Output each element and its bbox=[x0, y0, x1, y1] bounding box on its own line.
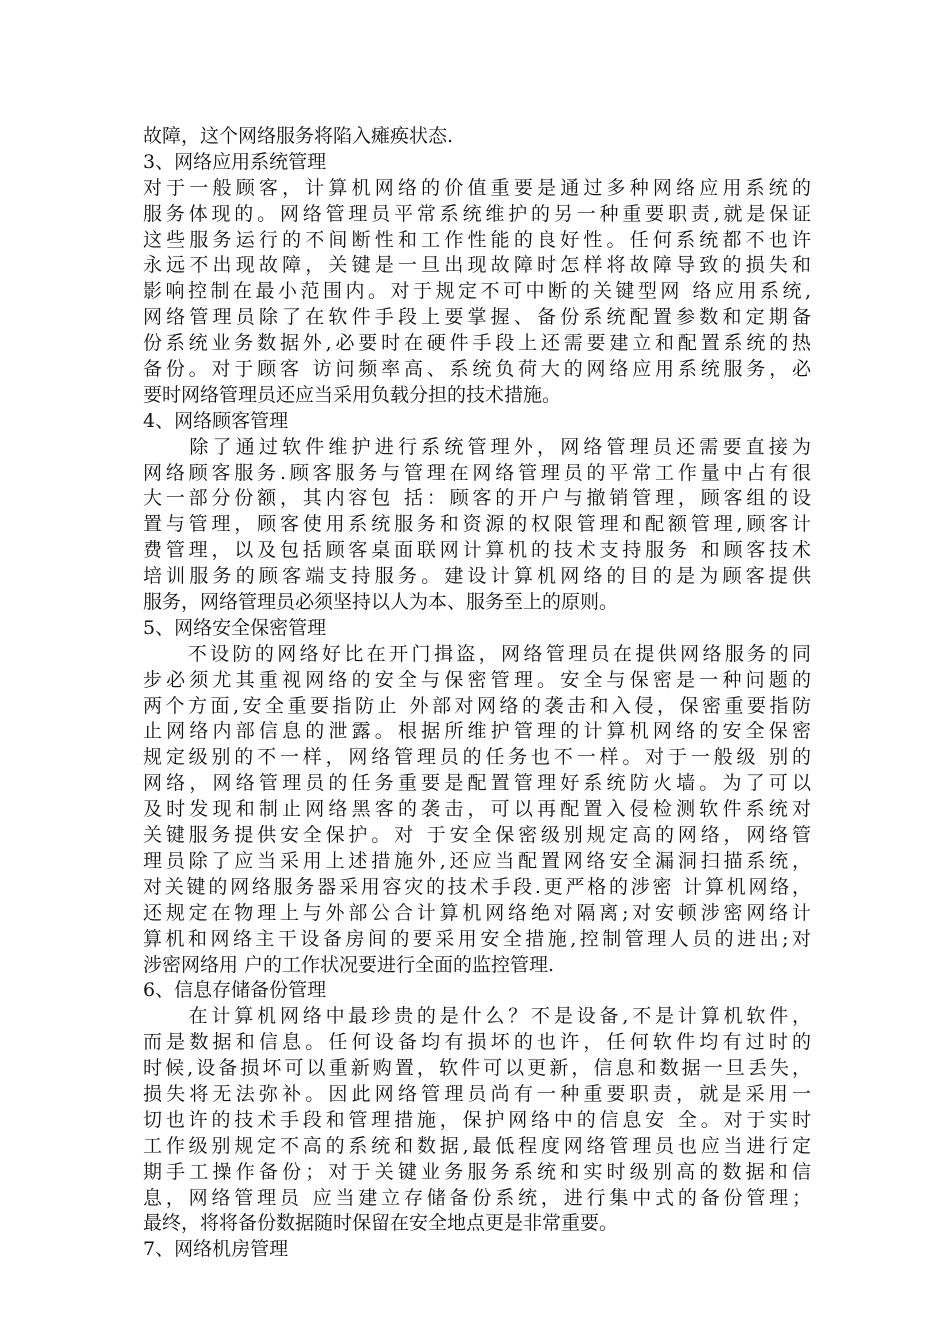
paragraph-line: 对关键的网络服务器采用容灾的技术手段.更严格的涉密 计算机网络， bbox=[143, 875, 811, 898]
paragraph-line: 最终，将将备份数据随时保留在安全地点更是非常重要。 bbox=[143, 1212, 619, 1235]
paragraph-line: 步必须尤其重视网络的安全与保密管理。安全与保密是一种问题的 bbox=[143, 668, 811, 691]
paragraph-line: 时候,设备损坏可以重新购置，软件可以更新，信息和数据一旦丢失， bbox=[143, 1057, 811, 1080]
paragraph-line: 关键服务提供安全保护。对 于安全保密级别规定高的网络，网络管 bbox=[143, 824, 811, 847]
paragraph-line: 对于一般顾客，计算机网络的价值重要是通过多种网络应用系统的 bbox=[143, 176, 811, 199]
paragraph-line: 要时网络管理员还应当采用负载分担的技术措施。 bbox=[143, 383, 562, 406]
paragraph-line: 不设防的网络好比在开门揖盗，网络管理员在提供网络服务的同 bbox=[143, 642, 811, 665]
section-heading: 4、网络顾客管理 bbox=[143, 409, 289, 432]
paragraph-line: 服务体现的。网络管理员平常系统维护的另一种重要职责,就是保证 bbox=[143, 202, 811, 225]
paragraph-line: 涉密网络用 户的工作状况要进行全面的监控管理. bbox=[143, 953, 555, 976]
section-heading: 7、网络机房管理 bbox=[143, 1238, 289, 1261]
document-body bbox=[143, 124, 811, 1263]
section-heading: 5、网络安全保密管理 bbox=[143, 616, 327, 639]
paragraph-line: 理员除了应当采用上述措施外,还应当配置网络安全漏洞扫描系统， bbox=[143, 849, 811, 872]
paragraph-line: 损失将无法弥补。因此网络管理员尚有一种重要职责，就是采用一 bbox=[143, 1082, 811, 1105]
paragraph-line: 期手工操作备份；对于关键业务服务系统和实时级别高的数据和信 bbox=[143, 1160, 811, 1183]
paragraph-line: 这些服务运行的不间断性和工作性能的良好性。任何系统都不也许 bbox=[143, 228, 811, 251]
paragraph-line: 置与管理，顾客使用系统服务和资源的权限管理和配额管理,顾客计 bbox=[143, 513, 811, 536]
paragraph-line: 份系统业务数据外,必要时在硬件手段上还需要建立和配置系统的热 bbox=[143, 332, 811, 355]
paragraph-line: 算机和网络主干设备房间的要采用安全措施,控制管理人员的进出;对 bbox=[143, 927, 811, 950]
paragraph-line: 故障，这个网络服务将陷入瘫痪状态. bbox=[143, 125, 454, 147]
paragraph-line: 服务，网络管理员必须坚持以人为本、服务至上的原则。 bbox=[143, 591, 619, 614]
section-heading: 3、网络应用系统管理 bbox=[143, 150, 327, 173]
section-heading: 6、信息存储备份管理 bbox=[143, 979, 327, 1002]
paragraph-line: 止网络内部信息的泄露。根据所维护管理的计算机网络的安全保密 bbox=[143, 720, 811, 743]
paragraph-line: 两个方面,安全重要指防止 外部对网络的袭击和入侵，保密重要指防 bbox=[143, 694, 811, 717]
paragraph-line: 费管理，以及包括顾客桌面联网计算机的技术支持服务 和顾客技术 bbox=[143, 539, 811, 562]
paragraph-line: 网络管理员除了在软件手段上要掌握、备份系统配置参数和定期备 bbox=[143, 306, 811, 329]
paragraph-line: 除了通过软件维护进行系统管理外，网络管理员还需要直接为 bbox=[143, 435, 811, 458]
paragraph-line: 规定级别的不一样，网络管理员的任务也不一样。对于一般级 别的 bbox=[143, 746, 811, 769]
paragraph-line: 备份。对于顾客 访问频率高、系统负荷大的网络应用系统服务，必 bbox=[143, 358, 811, 381]
paragraph-line: 培训服务的顾客端支持服务。建设计算机网络的目的是为顾客提供 bbox=[143, 565, 811, 588]
paragraph-line: 切也许的技术手段和管理措施，保护网络中的信息安 全。对于实时 bbox=[143, 1108, 811, 1131]
paragraph-line: 息，网络管理员 应当建立存储备份系统，进行集中式的备份管理； bbox=[143, 1186, 811, 1209]
paragraph-line: 而是数据和信息。任何设备均有损坏的也许，任何软件均有过时的 bbox=[143, 1031, 811, 1054]
paragraph-line: 还规定在物理上与外部公合计算机网络绝对隔离;对安顿涉密网络计 bbox=[143, 901, 811, 924]
paragraph-line: 工作级别规定不高的系统和数据,最低程度网络管理员也应当进行定 bbox=[143, 1134, 811, 1157]
paragraph-line: 影响控制在最小范围内。对于规定不可中断的关键型网 络应用系统, bbox=[143, 280, 811, 303]
paragraph-line: 网络顾客服务.顾客服务与管理在网络管理员的平常工作量中占有很 bbox=[143, 461, 811, 484]
paragraph-line: 在计算机网络中最珍贵的是什么？不是设备,不是计算机软件， bbox=[143, 1005, 811, 1028]
paragraph-line: 及时发现和制止网络黑客的袭击，可以再配置入侵检测软件系统对 bbox=[143, 798, 811, 821]
paragraph-line: 网络，网络管理员的任务重要是配置管理好系统防火墙。为了可以 bbox=[143, 772, 811, 795]
paragraph-line: 大一部分份额，其内容包 括：顾客的开户与撤销管理，顾客组的设 bbox=[143, 487, 811, 510]
paragraph-line: 永远不出现故障，关键是一旦出现故障时怎样将故障导致的损失和 bbox=[143, 254, 811, 277]
